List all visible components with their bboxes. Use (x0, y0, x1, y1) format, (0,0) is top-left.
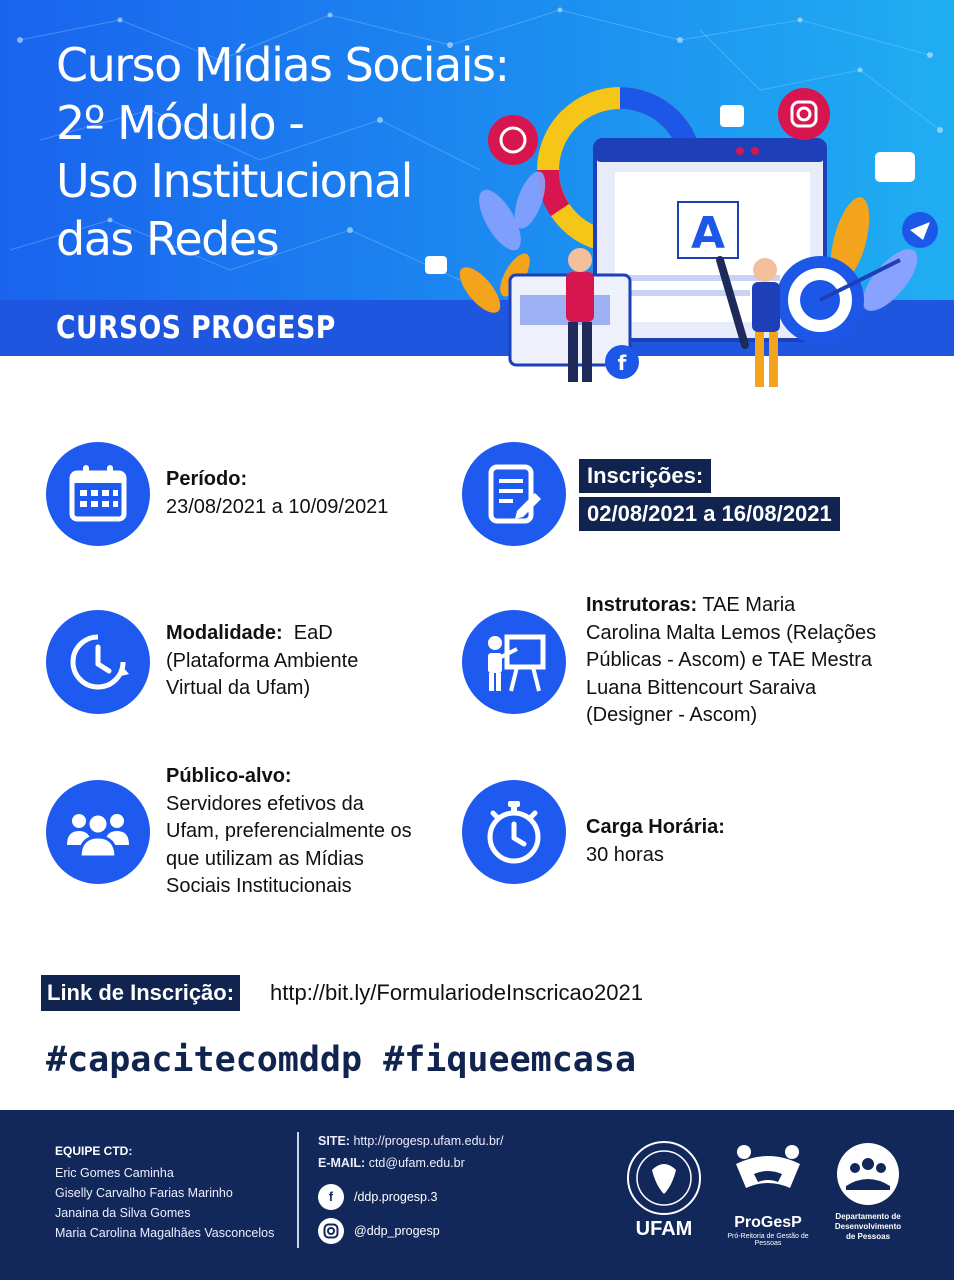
instagram-icon (318, 1218, 344, 1244)
periodo-block (166, 466, 388, 521)
instrutoras-label: Instrutoras: (586, 594, 698, 616)
band-label: CURSOS PROGESP (56, 310, 336, 346)
instagram-row[interactable] (318, 1218, 440, 1244)
instrutoras-block (586, 592, 876, 730)
telegram-icon (902, 212, 938, 248)
team-member: Maria Carolina Magalhães Vasconcelos (55, 1226, 275, 1240)
calendar-icon (63, 459, 133, 529)
facebook-icon: f (318, 1184, 344, 1210)
ddp-label (820, 1212, 916, 1242)
stopwatch-circle (462, 780, 566, 884)
ddp-label-line-2: Desenvolvimento (834, 1222, 902, 1231)
instrutoras-line-3: Públicas - Ascom) e TAE Mestra (586, 649, 873, 671)
publico-line-1: Servidores efetivos da (166, 792, 364, 815)
facebook-row[interactable] (318, 1184, 437, 1210)
periodo-label: Período: (166, 468, 248, 490)
modalidade-line-2: (Plataforma Ambiente (166, 649, 359, 672)
team-list (55, 1163, 274, 1243)
title-line-4: das Redes (56, 212, 279, 266)
instrutoras-line-2: Carolina Malta Lemos (Relações (586, 621, 877, 644)
periodo-value: 23/08/2021 a 10/09/2021 (166, 495, 389, 518)
carga-label: Carga Horária: (586, 816, 725, 838)
ufam-label: UFAM (635, 1218, 693, 1240)
registration-link[interactable]: http://bit.ly/FormulariodeInscricao2021 (270, 980, 643, 1005)
ufam-seal-logo (626, 1140, 702, 1216)
site-link[interactable]: http://progesp.ufam.edu.br/ (353, 1134, 504, 1148)
svg-text:f: f (617, 351, 627, 375)
illustration-letter: A (690, 208, 726, 259)
people-circle (46, 780, 150, 884)
footer-divider (297, 1132, 299, 1248)
instrutoras-line-5: (Designer - Ascom) (586, 704, 758, 726)
link-label: Link de Inscrição: (41, 975, 240, 1011)
facebook-handle[interactable]: /ddp.progesp.3 (354, 1190, 438, 1204)
title-line-3: Uso Institucional (56, 154, 412, 208)
team-member: Giselly Carvalho Farias Marinho (55, 1186, 233, 1200)
publico-line-4: Sociais Institucionais (166, 875, 352, 897)
document-circle (462, 442, 566, 546)
footer (0, 1110, 954, 1280)
team-member: Janaina da Silva Gomes (55, 1206, 191, 1220)
hashtags: #capacitecomddp #fiqueemcasa (46, 1040, 637, 1080)
ddp-label-line-1: Departamento de (835, 1212, 901, 1221)
email-line (318, 1156, 465, 1170)
instagram-icon (778, 88, 830, 140)
carga-value: 30 horas (586, 843, 664, 866)
team-title: EQUIPE CTD: (55, 1144, 133, 1158)
calendar-circle (46, 442, 150, 546)
team-member: Eric Gomes Caminha (55, 1166, 174, 1180)
instrutoras-line-1: TAE Maria (702, 594, 796, 616)
ddp-label-line-3: de Pessoas (845, 1232, 891, 1241)
progesp-logo (732, 1142, 804, 1208)
title-line-1: Curso Mídias Sociais: (56, 38, 509, 92)
title-line-2: 2º Módulo - (56, 96, 304, 150)
inscricoes-label: Inscrições: (579, 459, 711, 493)
whatsapp-icon (488, 115, 538, 165)
presentation-circle (462, 610, 566, 714)
instagram-handle[interactable]: @ddp_progesp (354, 1224, 440, 1238)
presentation-board-icon (479, 627, 549, 697)
instrutoras-line-4: Luana Bittencourt Saraiva (586, 676, 817, 699)
people-group-icon (63, 797, 133, 867)
inscricoes-dates: 02/08/2021 a 16/08/2021 (579, 497, 840, 531)
stopwatch-icon (479, 797, 549, 867)
modalidade-block (166, 620, 358, 703)
carga-block (586, 814, 725, 869)
publico-line-2: Ufam, preferencialmente os (166, 820, 412, 842)
modalidade-line-3: Virtual da Ufam) (166, 677, 311, 699)
site-line (318, 1134, 504, 1148)
clock-icon (63, 627, 133, 697)
social-media-illustration (420, 60, 954, 400)
modalidade-label: Modalidade: (166, 622, 283, 644)
document-edit-icon (479, 459, 549, 529)
facebook-icon (605, 345, 639, 379)
progesp-sublabel: Pró-Reitoria de Gestão de Pessoas (727, 1233, 809, 1247)
publico-label: Público-alvo: (166, 765, 292, 787)
site-label: SITE: (318, 1134, 350, 1148)
ddp-logo (836, 1142, 900, 1206)
progesp-label: ProGesP (734, 1214, 802, 1231)
modalidade-value: EaD (293, 622, 333, 644)
publico-block (166, 763, 412, 901)
publico-line-3: que utilizam as Mídias (166, 847, 364, 870)
email-link[interactable]: ctd@ufam.edu.br (368, 1156, 465, 1170)
email-label: E-MAIL: (318, 1156, 366, 1170)
clock-circle (46, 610, 150, 714)
